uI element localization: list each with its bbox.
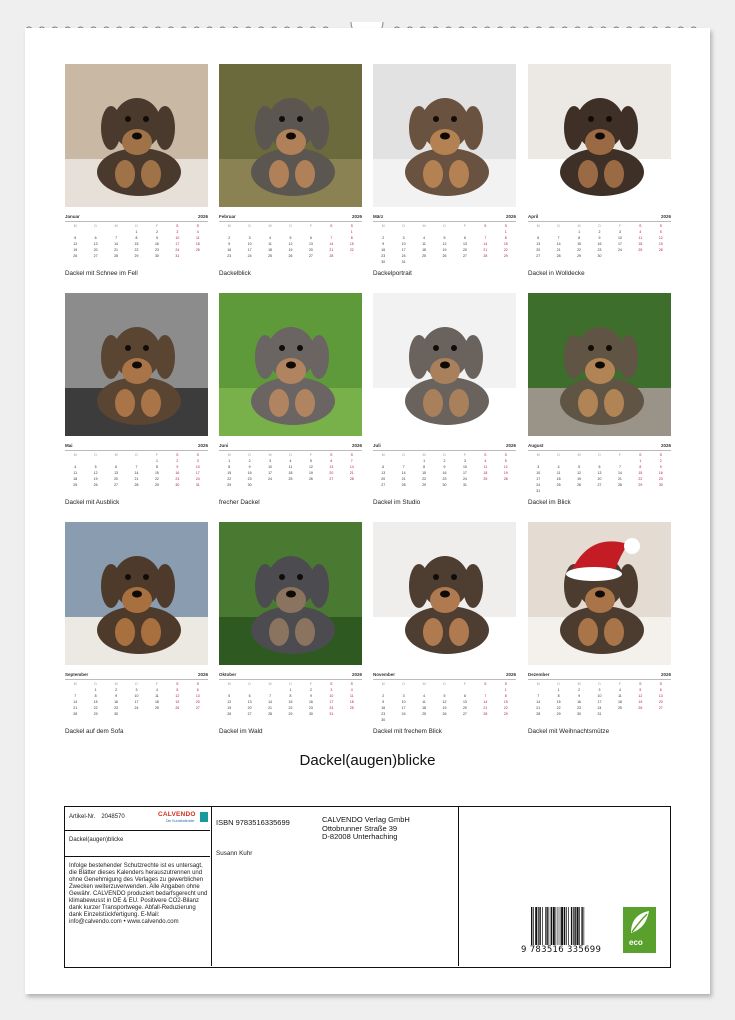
- photo-caption: Dackel mit Ausblick: [65, 499, 120, 506]
- month-name: September: [65, 672, 89, 677]
- day-grid: M D M D F S S 1 2 3 4 5 6 7 8 9 10 11 12 13 14 15 16 17 18 19 20 21 22 23 24 25 26 27 28 29 30 31: [65, 450, 208, 487]
- logo-mark-icon: [200, 812, 208, 822]
- day-grid: M D M D F S S 1 2 3 4 5 6 7 8 9 10 11 12 13 14 15 16 17 18 19 20 21 22 23 24 25 26 27 28: [219, 221, 362, 258]
- barcode-icon: [529, 907, 604, 947]
- dog-photo: [219, 293, 362, 436]
- photo-caption: Dackel mit frechem Blick: [373, 728, 442, 735]
- month-year: 2026: [351, 672, 362, 677]
- day-grid: M D M D F S S 1 2 3 4 5 6 7 8 9 10 11 12 13 14 15 16 17 18 19 20 21 22 23 24 25 26 27 28 29 30 31: [373, 450, 516, 487]
- calvendo-logo: [158, 811, 208, 825]
- dog-photo: [373, 64, 516, 207]
- month-name: Dezember: [528, 672, 550, 677]
- month-calendar: [373, 214, 516, 264]
- month-calendar: [219, 672, 362, 716]
- month-name: Mai: [65, 443, 73, 448]
- dog-photo: [528, 64, 671, 207]
- month-calendar: [65, 672, 208, 716]
- dog-photo: [373, 522, 516, 665]
- legal-text: Infolge bestehender Schutzrechte ist es untersagt, die Blätter dieses Kalenders herauszutrennen und ohne Genehmigung des Verlages zu gewerblichen Zwecken weiterzuverwenden. Alle Angaben ohne Gewähr. CALVENDO produziert bedarfsgerecht und klimabewusst in DE & EU. Positivere CO2-Bilanz dank kurzer Transportwege. Abfall-Reduzierung dank Einzelstückfertigung. E-Mail: info@calvendo.com • www.calvendo.com: [69, 863, 208, 925]
- month-year: 2026: [660, 672, 671, 677]
- month-name: Juli: [373, 443, 381, 448]
- article-value: 2048570: [101, 814, 125, 820]
- month-calendar: [528, 214, 671, 258]
- barcode-number: 9 783516 335699: [521, 945, 602, 955]
- month-calendar: [528, 443, 671, 493]
- month-year: 2026: [505, 672, 516, 677]
- photo-caption: Dackel in Wolldecke: [528, 270, 585, 277]
- isbn: ISBN 9783516335699: [216, 818, 290, 827]
- month-calendar: [65, 214, 208, 258]
- day-grid: M D M D F S S 1 2 3 4 5 6 7 8 9 10 11 12 13 14 15 16 17 18 19 20 21 22 23 24 25 26 27 28 29 30 31: [65, 221, 208, 258]
- logo-subtext: Die Kunstkalender: [166, 819, 195, 823]
- month-name: Oktober: [219, 672, 237, 677]
- day-grid: M D M D F S S 1 2 3 4 5 6 7 8 9 10 11 12 13 14 15 16 17 18 19 20 21 22 23 24 25 26 27 28 29 30: [528, 221, 671, 258]
- dog-photo: [65, 64, 208, 207]
- month-year: 2026: [660, 443, 671, 448]
- photo-caption: Dackelblick: [219, 270, 251, 277]
- eco-label: eco: [629, 938, 643, 947]
- month-calendar: [528, 672, 671, 716]
- day-grid: M D M D F S S 1 2 3 4 5 6 7 8 9 10 11 12 13 14 15 16 17 18 19 20 21 22 23 24 25 26 27 28 29 30 31: [528, 679, 671, 716]
- month-name: August: [528, 443, 544, 448]
- month-calendar: [65, 443, 208, 487]
- month-calendar: [219, 443, 362, 487]
- day-grid: M D M D F S S 1 2 3 4 5 6 7 8 9 10 11 12 13 14 15 16 17 18 19 20 21 22 23 24 25 26 27 28 29 30 31: [373, 221, 516, 264]
- photo-caption: Dackel im Wald: [219, 728, 263, 735]
- info-box: [64, 806, 671, 968]
- article-label: Artikel-Nr.: [69, 814, 96, 820]
- publisher-address: [322, 816, 410, 842]
- month-calendar: [373, 443, 516, 487]
- calendar-title: Dackel(augen)blicke: [299, 752, 436, 769]
- photo-caption: Dackel auf dem Sofa: [65, 728, 124, 735]
- photo-caption: Dackelportrait: [373, 270, 412, 277]
- month-year: 2026: [351, 443, 362, 448]
- logo-text: CALVENDO: [158, 811, 196, 818]
- photo-caption: Dackel mit Weihnachtsmütze: [528, 728, 610, 735]
- author: Susann Kuhr: [216, 850, 253, 857]
- month-year: 2026: [505, 214, 516, 219]
- publisher-line: D-82008 Unterhaching: [322, 832, 398, 841]
- month-name: November: [373, 672, 396, 677]
- day-grid: M D M D F S S 1 2 3 4 5 6 7 8 9 10 11 12 13 14 15 16 17 18 19 20 21 22 23 24 25 26 27 28 29 30 31: [219, 679, 362, 716]
- month-year: 2026: [351, 214, 362, 219]
- dog-photo: [219, 522, 362, 665]
- dog-photo: [65, 293, 208, 436]
- dog-photo: [373, 293, 516, 436]
- photo-caption: frecher Dackel: [219, 499, 260, 506]
- day-grid: M D M D F S S 1 2 3 4 5 6 7 8 9 10 11 12 13 14 15 16 17 18 19 20 21 22 23 24 25 26 27 28 29 30: [65, 679, 208, 716]
- month-year: 2026: [197, 214, 208, 219]
- dog-photo: [65, 522, 208, 665]
- month-calendar: [219, 214, 362, 258]
- publisher-line: Ottobrunner Straße 39: [322, 823, 398, 833]
- eco-logo-icon: [623, 907, 656, 953]
- dog-photo: [219, 64, 362, 207]
- month-calendar: [373, 672, 516, 722]
- day-grid: M D M D F S S 1 2 3 4 5 6 7 8 9 10 11 12 13 14 15 16 17 18 19 20 21 22 23 24 25 26 27 28 29 30: [373, 679, 516, 722]
- product-title: Dackel(augen)blicke: [69, 837, 124, 843]
- divider: [65, 830, 210, 831]
- dog-photo: [528, 522, 671, 665]
- month-name: Januar: [65, 214, 80, 219]
- photo-caption: Dackel mit Schnee im Fell: [65, 270, 138, 277]
- info-column-left: [65, 807, 212, 966]
- month-name: Juni: [219, 443, 229, 448]
- info-column-right: [459, 807, 669, 966]
- month-year: 2026: [197, 443, 208, 448]
- day-grid: M D M D F S S 1 2 3 4 5 6 7 8 9 10 11 12 13 14 15 16 17 18 19 20 21 22 23 24 25 26 27 28 29 30 31: [528, 450, 671, 493]
- month-name: April: [528, 214, 539, 219]
- divider: [65, 856, 210, 857]
- month-name: Februar: [219, 214, 236, 219]
- photo-caption: Dackel im Studio: [373, 499, 421, 506]
- publisher-line: CALVENDO Verlag GmbH: [322, 815, 410, 824]
- photo-caption: Dackel im Blick: [528, 499, 571, 506]
- month-year: 2026: [660, 214, 671, 219]
- dog-photo: [528, 293, 671, 436]
- month-year: 2026: [505, 443, 516, 448]
- day-grid: M D M D F S S 1 2 3 4 5 6 7 8 9 10 11 12 13 14 15 16 17 18 19 20 21 22 23 24 25 26 27 28 29 30: [219, 450, 362, 487]
- month-year: 2026: [197, 672, 208, 677]
- month-name: März: [373, 214, 384, 219]
- info-column-middle: [212, 807, 459, 966]
